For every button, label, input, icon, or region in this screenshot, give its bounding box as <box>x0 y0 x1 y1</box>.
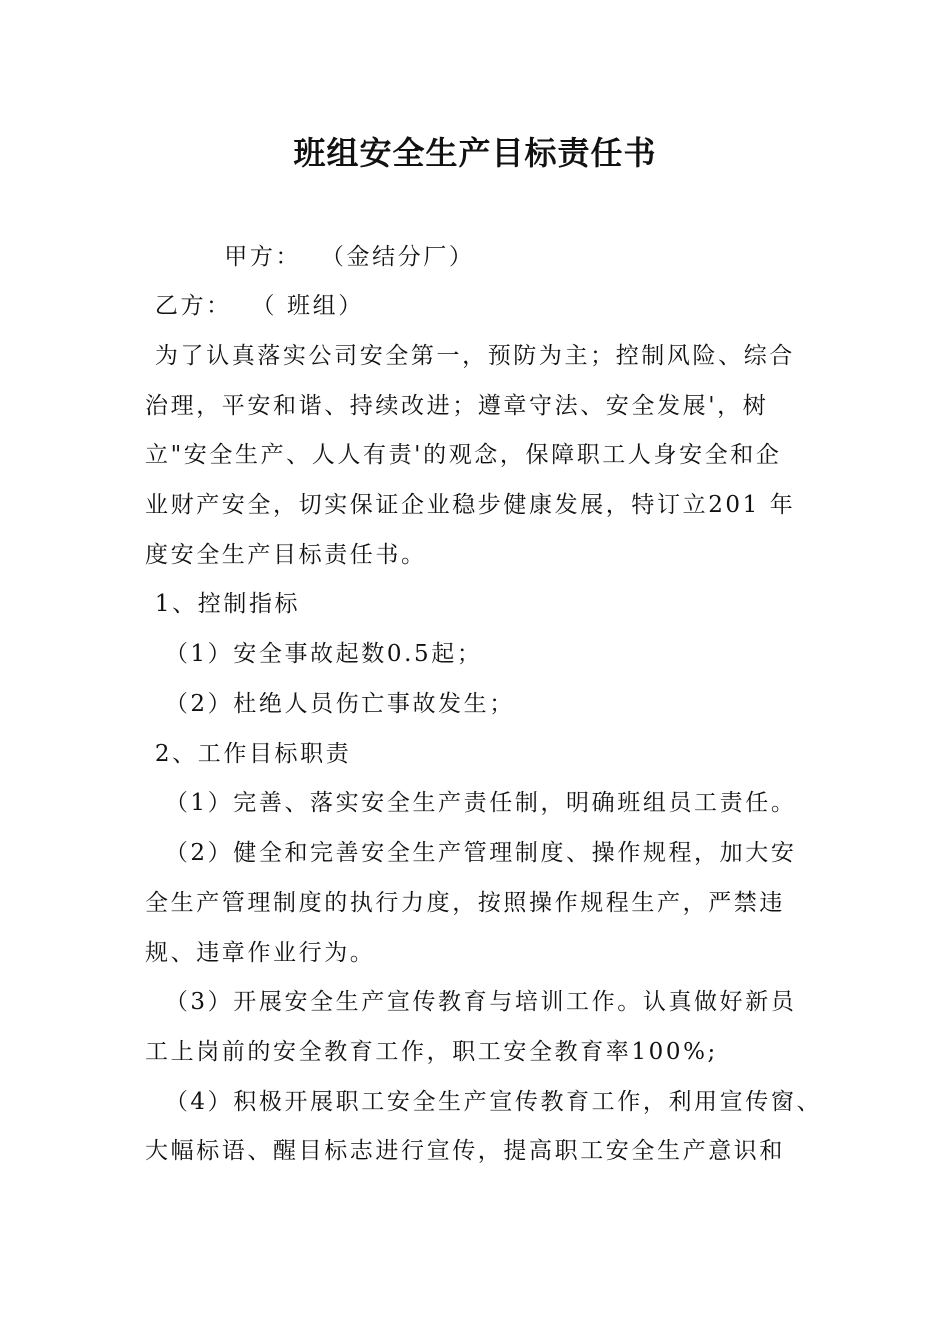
section-heading: 1、控制指标 <box>145 591 301 617</box>
body-text-line: 工上岗前的安全教育工作，职工安全教育率100%; <box>145 1039 718 1065</box>
body-text-line: 为了认真落实公司安全第一，预防为主；控制风险、综合 <box>145 343 795 369</box>
list-item: （1）安全事故起数0.5起； <box>145 641 483 667</box>
body-text-line: 度安全生产目标责任书。 <box>145 542 427 568</box>
list-item: （3）开展安全生产宣传教育与培训工作。认真做好新员 <box>145 989 797 1015</box>
list-item: （1）完善、落实安全生产责任制，明确班组员工责任。 <box>145 790 797 816</box>
body-text-line: 立"安全生产、人人有责'的观念，保障职工人身安全和企 <box>145 442 782 468</box>
party-b-line: 乙方： （ 班组） <box>145 293 364 319</box>
body-text-line: 规、违章作业行为。 <box>145 940 376 966</box>
list-item: （2）健全和完善安全生产管理制度、操作规程，加大安 <box>145 840 797 866</box>
body-text-line: 全生产管理制度的执行力度，按照操作规程生产，严禁违 <box>145 890 785 916</box>
section-heading: 2、工作目标职责 <box>145 741 352 767</box>
body-text-line: 治理，平安和谐、持续改进；遵章守法、安全发展'，树 <box>145 393 769 419</box>
document-title: 班组安全生产目标责任书 <box>293 134 657 172</box>
body-text-line: 大幅标语、醒目标志进行宣传，提高职工安全生产意识和 <box>145 1138 785 1164</box>
list-item: （4）积极开展职工安全生产宣传教育工作，利用宣传窗、 <box>145 1089 823 1115</box>
party-a-line: 甲方： （金结分厂） <box>145 244 475 270</box>
body-text-line: 业财产安全，切实保证企业稳步健康发展，特订立201 年 <box>145 492 796 518</box>
list-item: （2）杜绝人员伤亡事故发生； <box>145 691 515 717</box>
